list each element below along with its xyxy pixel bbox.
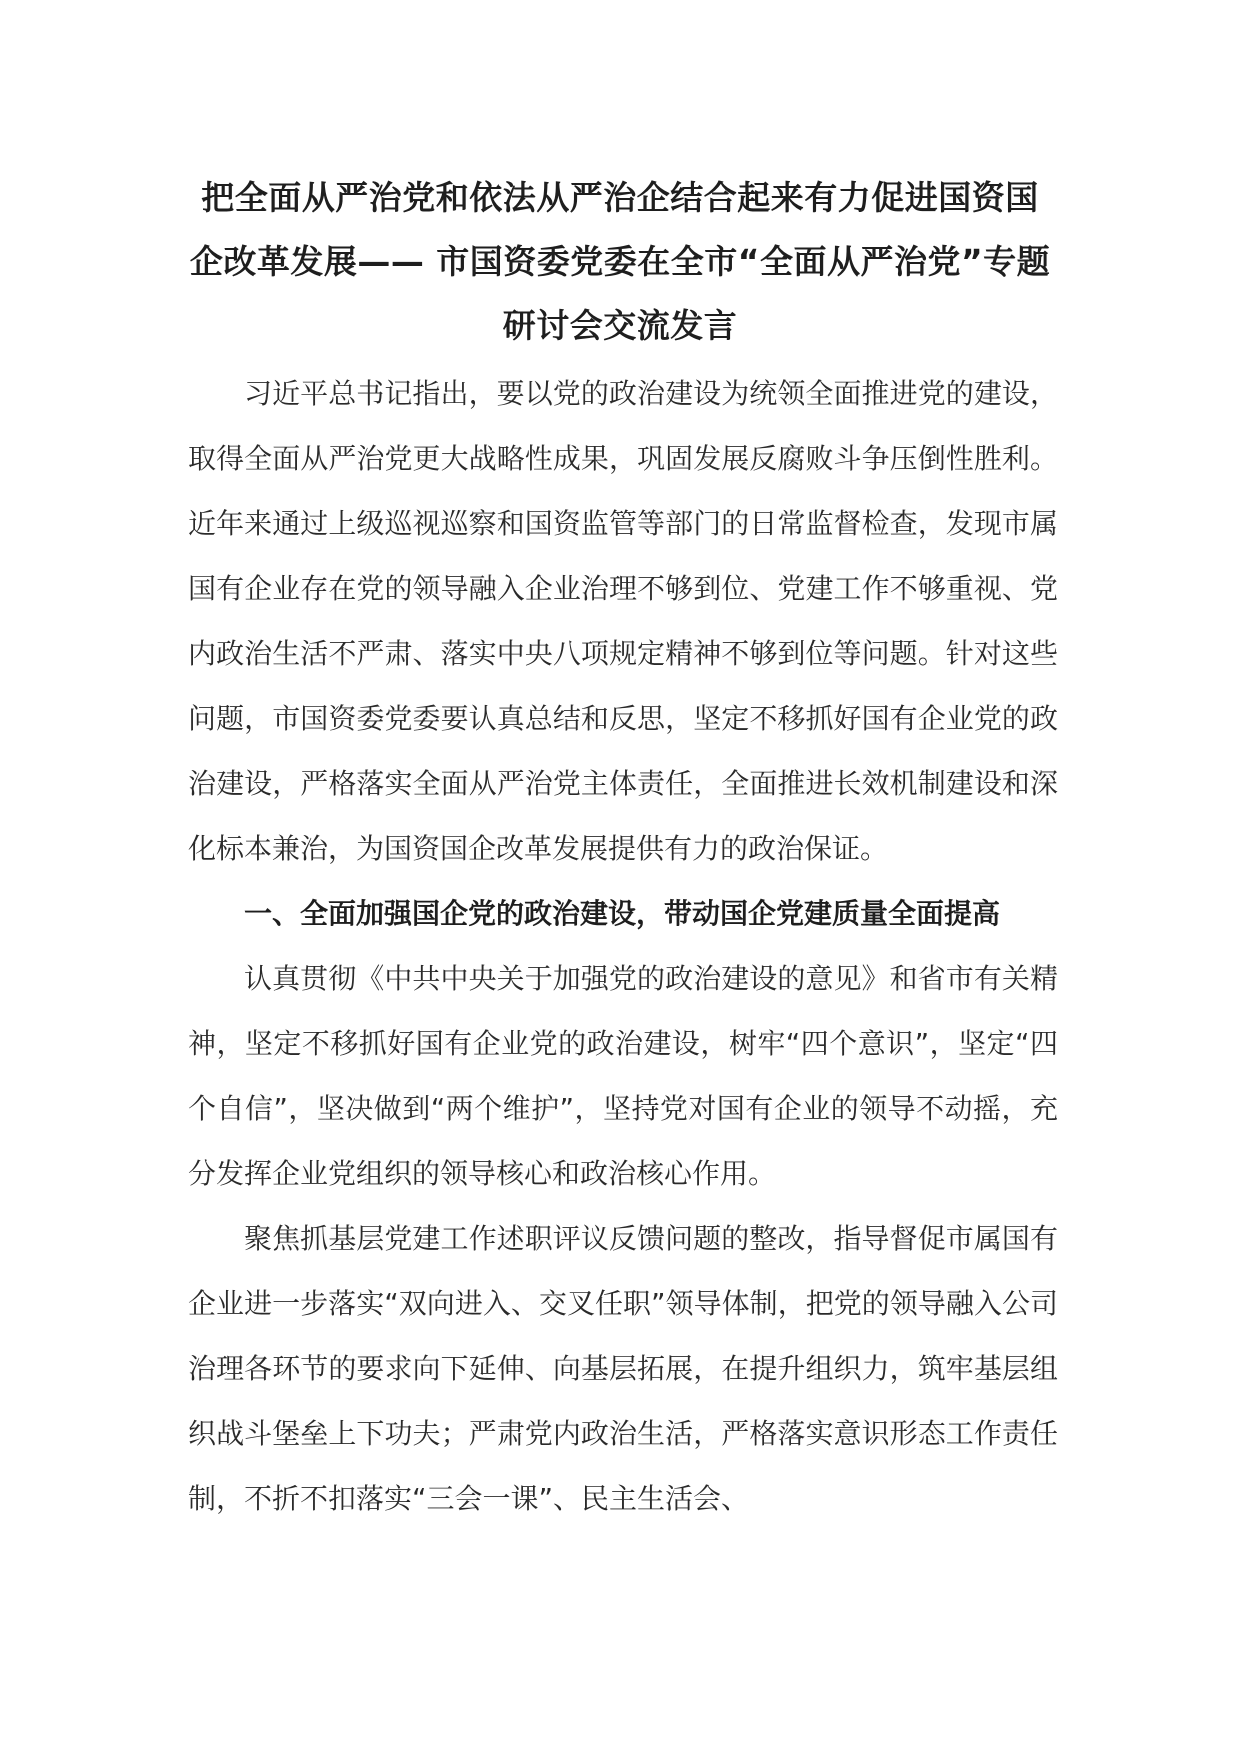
section-heading-1: 一、全面加强国企党的政治建设，带动国企党建质量全面提高 <box>244 897 1001 930</box>
document-title: 把全面从严治党和依法从严治企结合起来有力促进国资国企改革发展—— 市国资委党委在全市“全面从严治党”专题研讨会交流发言 <box>189 178 1051 345</box>
document-body <box>188 361 1058 1531</box>
section-1-paragraph: 认真贯彻《中共中央关于加强党的政治建设的意见》和省市有关精神，坚定不移抓好国有企业党的政治建设，树牢“四个意识”，坚定“四个自信”，坚决做到“两个维护”，坚持党对国有企业的领导不动摇，充分发挥企业党组织的领导核心和政治核心作用。 <box>188 962 1058 1190</box>
intro-paragraph: 习近平总书记指出，要以党的政治建设为统领全面推进党的建设，取得全面从严治党更大战略性成果，巩固发展反腐败斗争压倒性胜利。近年来通过上级巡视巡察和国资监管等部门的日常监督检查，发现市属国有企业存在党的领导融入企业治理不够到位、党建工作不够重视、党内政治生活不严肃、落实中央八项规定精神不够到位等问题。针对这些问题，市国资委党委要认真总结和反思，坚定不移抓好国有企业党的政治建设，严格落实全面从严治党主体责任，全面推进长效机制建设和深化标本兼治，为国资国企改革发展提供有力的政治保证。 <box>188 377 1058 865</box>
section-1-paragraph: 聚焦抓基层党建工作述职评议反馈问题的整改，指导督促市属国有企业进一步落实“双向进入、交叉任职”领导体制，把党的领导融入公司治理各环节的要求向下延伸、向基层拓展，在提升组织力，筑牢基层组织战斗堡垒上下功夫；严肃党内政治生活，严格落实意识形态工作责任制，不折不扣落实“三会一课”、民主生活会、 <box>188 1222 1058 1515</box>
